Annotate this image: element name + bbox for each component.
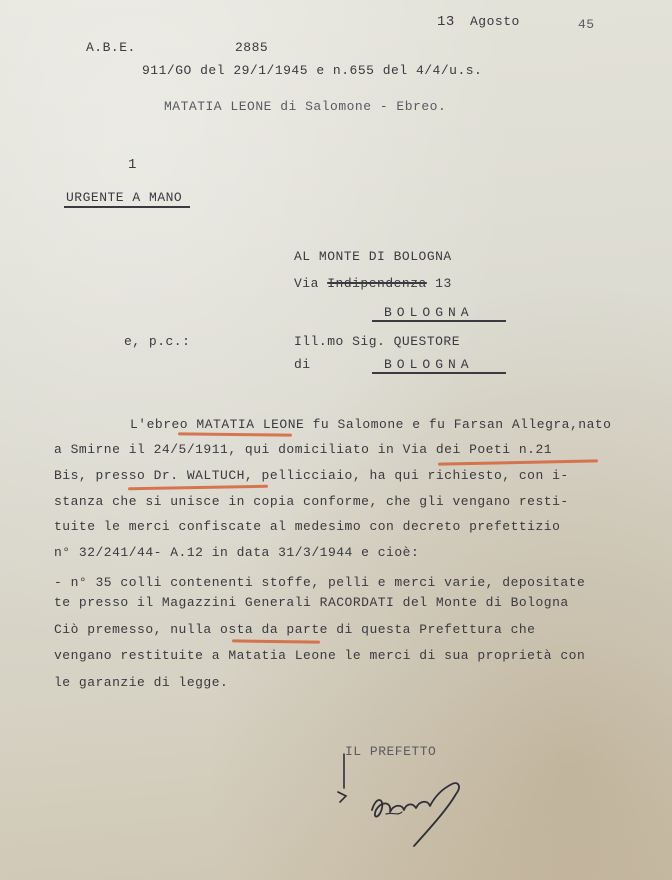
body-line-11: le garanzie di legge. (54, 675, 229, 690)
highlight-name (178, 432, 292, 436)
recipient-via: Via (294, 276, 319, 291)
highlight-address (438, 459, 598, 465)
body-line-4: stanza che si unisce in copia conforme, che gli vengano resti- (54, 494, 569, 509)
city-underline-1 (372, 320, 506, 322)
body-line-6: n° 32/241/44- A.12 in data 31/3/1944 e cioè: (54, 545, 420, 560)
body-line-2: a Smirne il 24/5/1911, qui domiciliato in Via dei Poeti n.21 (54, 442, 553, 457)
recipient-line-1: AL MONTE DI BOLOGNA (294, 249, 452, 264)
recipient-street: Indipendenza (327, 276, 427, 291)
urgency-underline (64, 206, 190, 208)
recipient-city-2: BOLOGNA (384, 357, 474, 372)
subject-line: MATATIA LEONE di Salomone - Ebreo. (164, 99, 447, 114)
recipient-city-1: BOLOGNA (384, 305, 474, 320)
cc-label: e, p.c.: (124, 334, 191, 349)
handwritten-signature (332, 748, 492, 858)
protocol-number: 2885 (235, 40, 269, 55)
body-line-8: te presso il Magazzini Generali RACORDATI del Monte di Bologna (54, 595, 569, 610)
page-number: 1 (128, 157, 137, 173)
recipient-line-2 (294, 276, 452, 292)
body-line-10: vengano restituite a Matatia Leone le merci di sua proprietà con (54, 648, 586, 663)
date-month: Agosto (470, 14, 520, 29)
body-line-7: - n° 35 colli contenenti stoffe, pelli e merci varie, depositate (54, 575, 586, 590)
body-line-5: tuite le merci confiscate al medesimo con decreto prefettizio (54, 519, 561, 534)
city-underline-2 (372, 372, 506, 374)
urgency-label: URGENTE A MANO (66, 190, 183, 205)
recipient-line-4: Ill.mo Sig. QUESTORE (294, 334, 461, 349)
recipient-di: di (294, 357, 311, 372)
body-line-3: Bis, presso Dr. WALTUCH, pellicciaio, ha qui richiesto, con i- (54, 468, 569, 483)
body-line-1: L'ebreo MATATIA LEONE fu Salomone e fu Farsan Allegra,nato (130, 417, 612, 432)
highlight-presso (128, 485, 268, 490)
recipient-number: 13 (435, 276, 452, 291)
signature-title: IL PREFETTO (345, 744, 437, 759)
body-line-9: Ciò premesso, nulla osta da parte di questa Prefettura che (54, 622, 536, 637)
highlight-nulla-osta (232, 639, 320, 643)
office-code: A.B.E. (86, 40, 136, 55)
date-year: 45 (578, 17, 595, 32)
date-day: 13 (437, 14, 455, 30)
reference-line: 911/GO del 29/1/1945 e n.655 del 4/4/u.s. (142, 63, 483, 78)
